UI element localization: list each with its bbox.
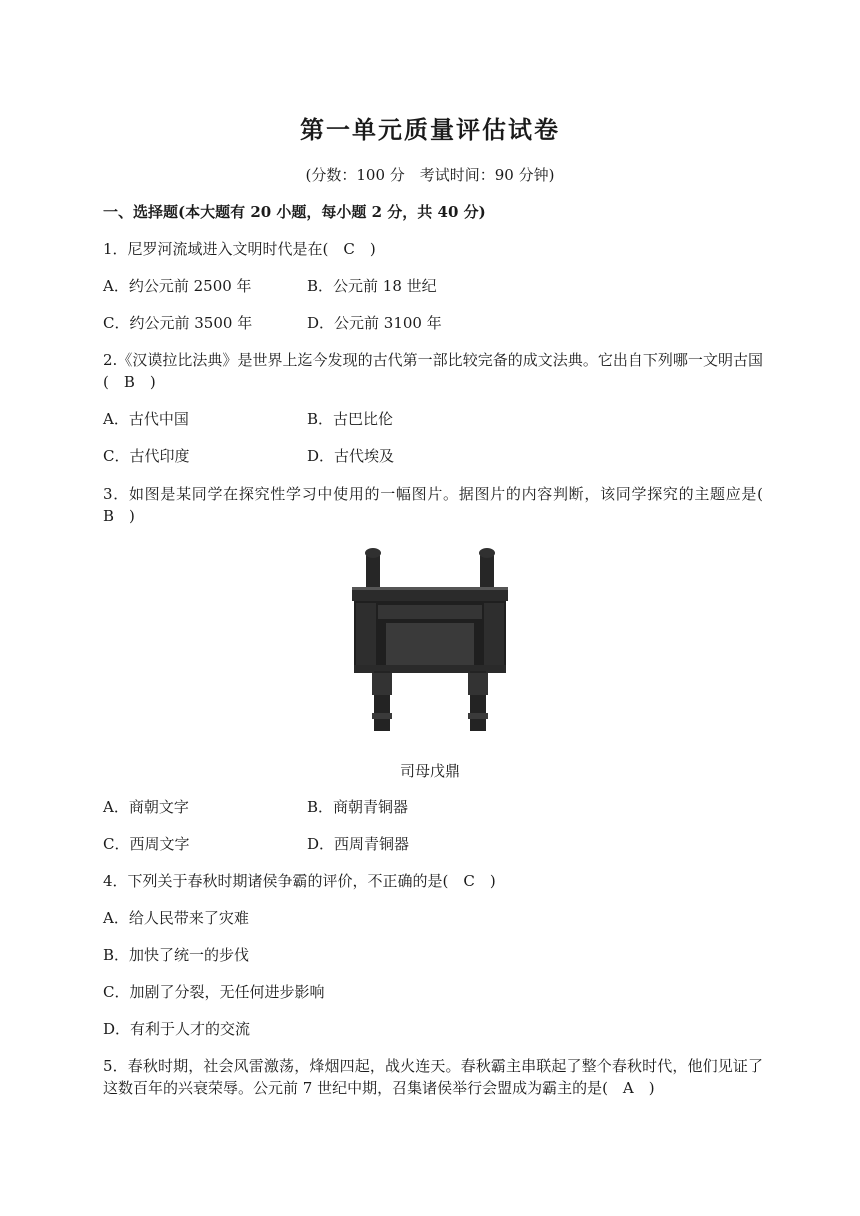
bronze-ding-image (350, 545, 510, 735)
question-3-stem: 3．如图是某同学在探究性学习中使用的一幅图片。据图片的内容判断，该同学探究的主题应是( B ) (103, 485, 779, 525)
question-1-option-c: C．约公元前 3500 年 (103, 314, 253, 332)
question-1-option-d: D．公元前 3100 年 (307, 314, 442, 332)
question-4-option-d: D．有利于人才的交流 (103, 1020, 251, 1038)
question-4-stem: 4．下列关于春秋时期诸侯争霸的评价，不正确的是( C ) (103, 872, 496, 890)
question-5-stem: 5．春秋时期，社会风雷激荡，烽烟四起，战火连天。春秋霸主串联起了整个春秋时代，他们见证了这数百年的兴衰荣辱。公元前 7 世纪中期，召集诸侯举行会盟成为霸主的是( A ) (103, 1057, 763, 1097)
question-3-option-a: A．商朝文字 (103, 798, 189, 816)
question-1-option-a: A．约公元前 2500 年 (103, 277, 252, 295)
page-title: 第一单元质量评估试卷 (300, 115, 560, 144)
section-heading: 一、选择题(本大题有 20 小题，每小题 2 分，共 40 分) (103, 203, 486, 221)
question-2-stem: 2.《汉谟拉比法典》是世界上迄今发现的古代第一部比较完备的成文法典。它出自下列哪一文明古国( B ) (103, 351, 763, 391)
question-1-option-b: B．公元前 18 世纪 (307, 277, 437, 295)
question-1-stem: 1．尼罗河流域进入文明时代是在( C ) (103, 240, 376, 258)
question-3-option-b: B．商朝青铜器 (307, 798, 409, 816)
question-2-option-c: C．古代印度 (103, 447, 190, 465)
question-4-option-c: C．加剧了分裂，无任何进步影响 (103, 983, 325, 1001)
question-2-option-d: D．古代埃及 (307, 447, 395, 465)
figure-caption: 司母戊鼎 (399, 762, 460, 780)
question-3-option-c: C．西周文字 (103, 835, 190, 853)
question-2-option-a: A．古代中国 (103, 410, 189, 428)
question-2-option-b: B．古巴比伦 (307, 410, 394, 428)
exam-info: (分数：100 分 考试时间：90 分钟) (305, 166, 555, 184)
question-3-option-d: D．西周青铜器 (307, 835, 410, 853)
question-4-option-b: B．加快了统一的步伐 (103, 946, 250, 964)
question-4-option-a: A．给人民带来了灾难 (103, 909, 249, 927)
